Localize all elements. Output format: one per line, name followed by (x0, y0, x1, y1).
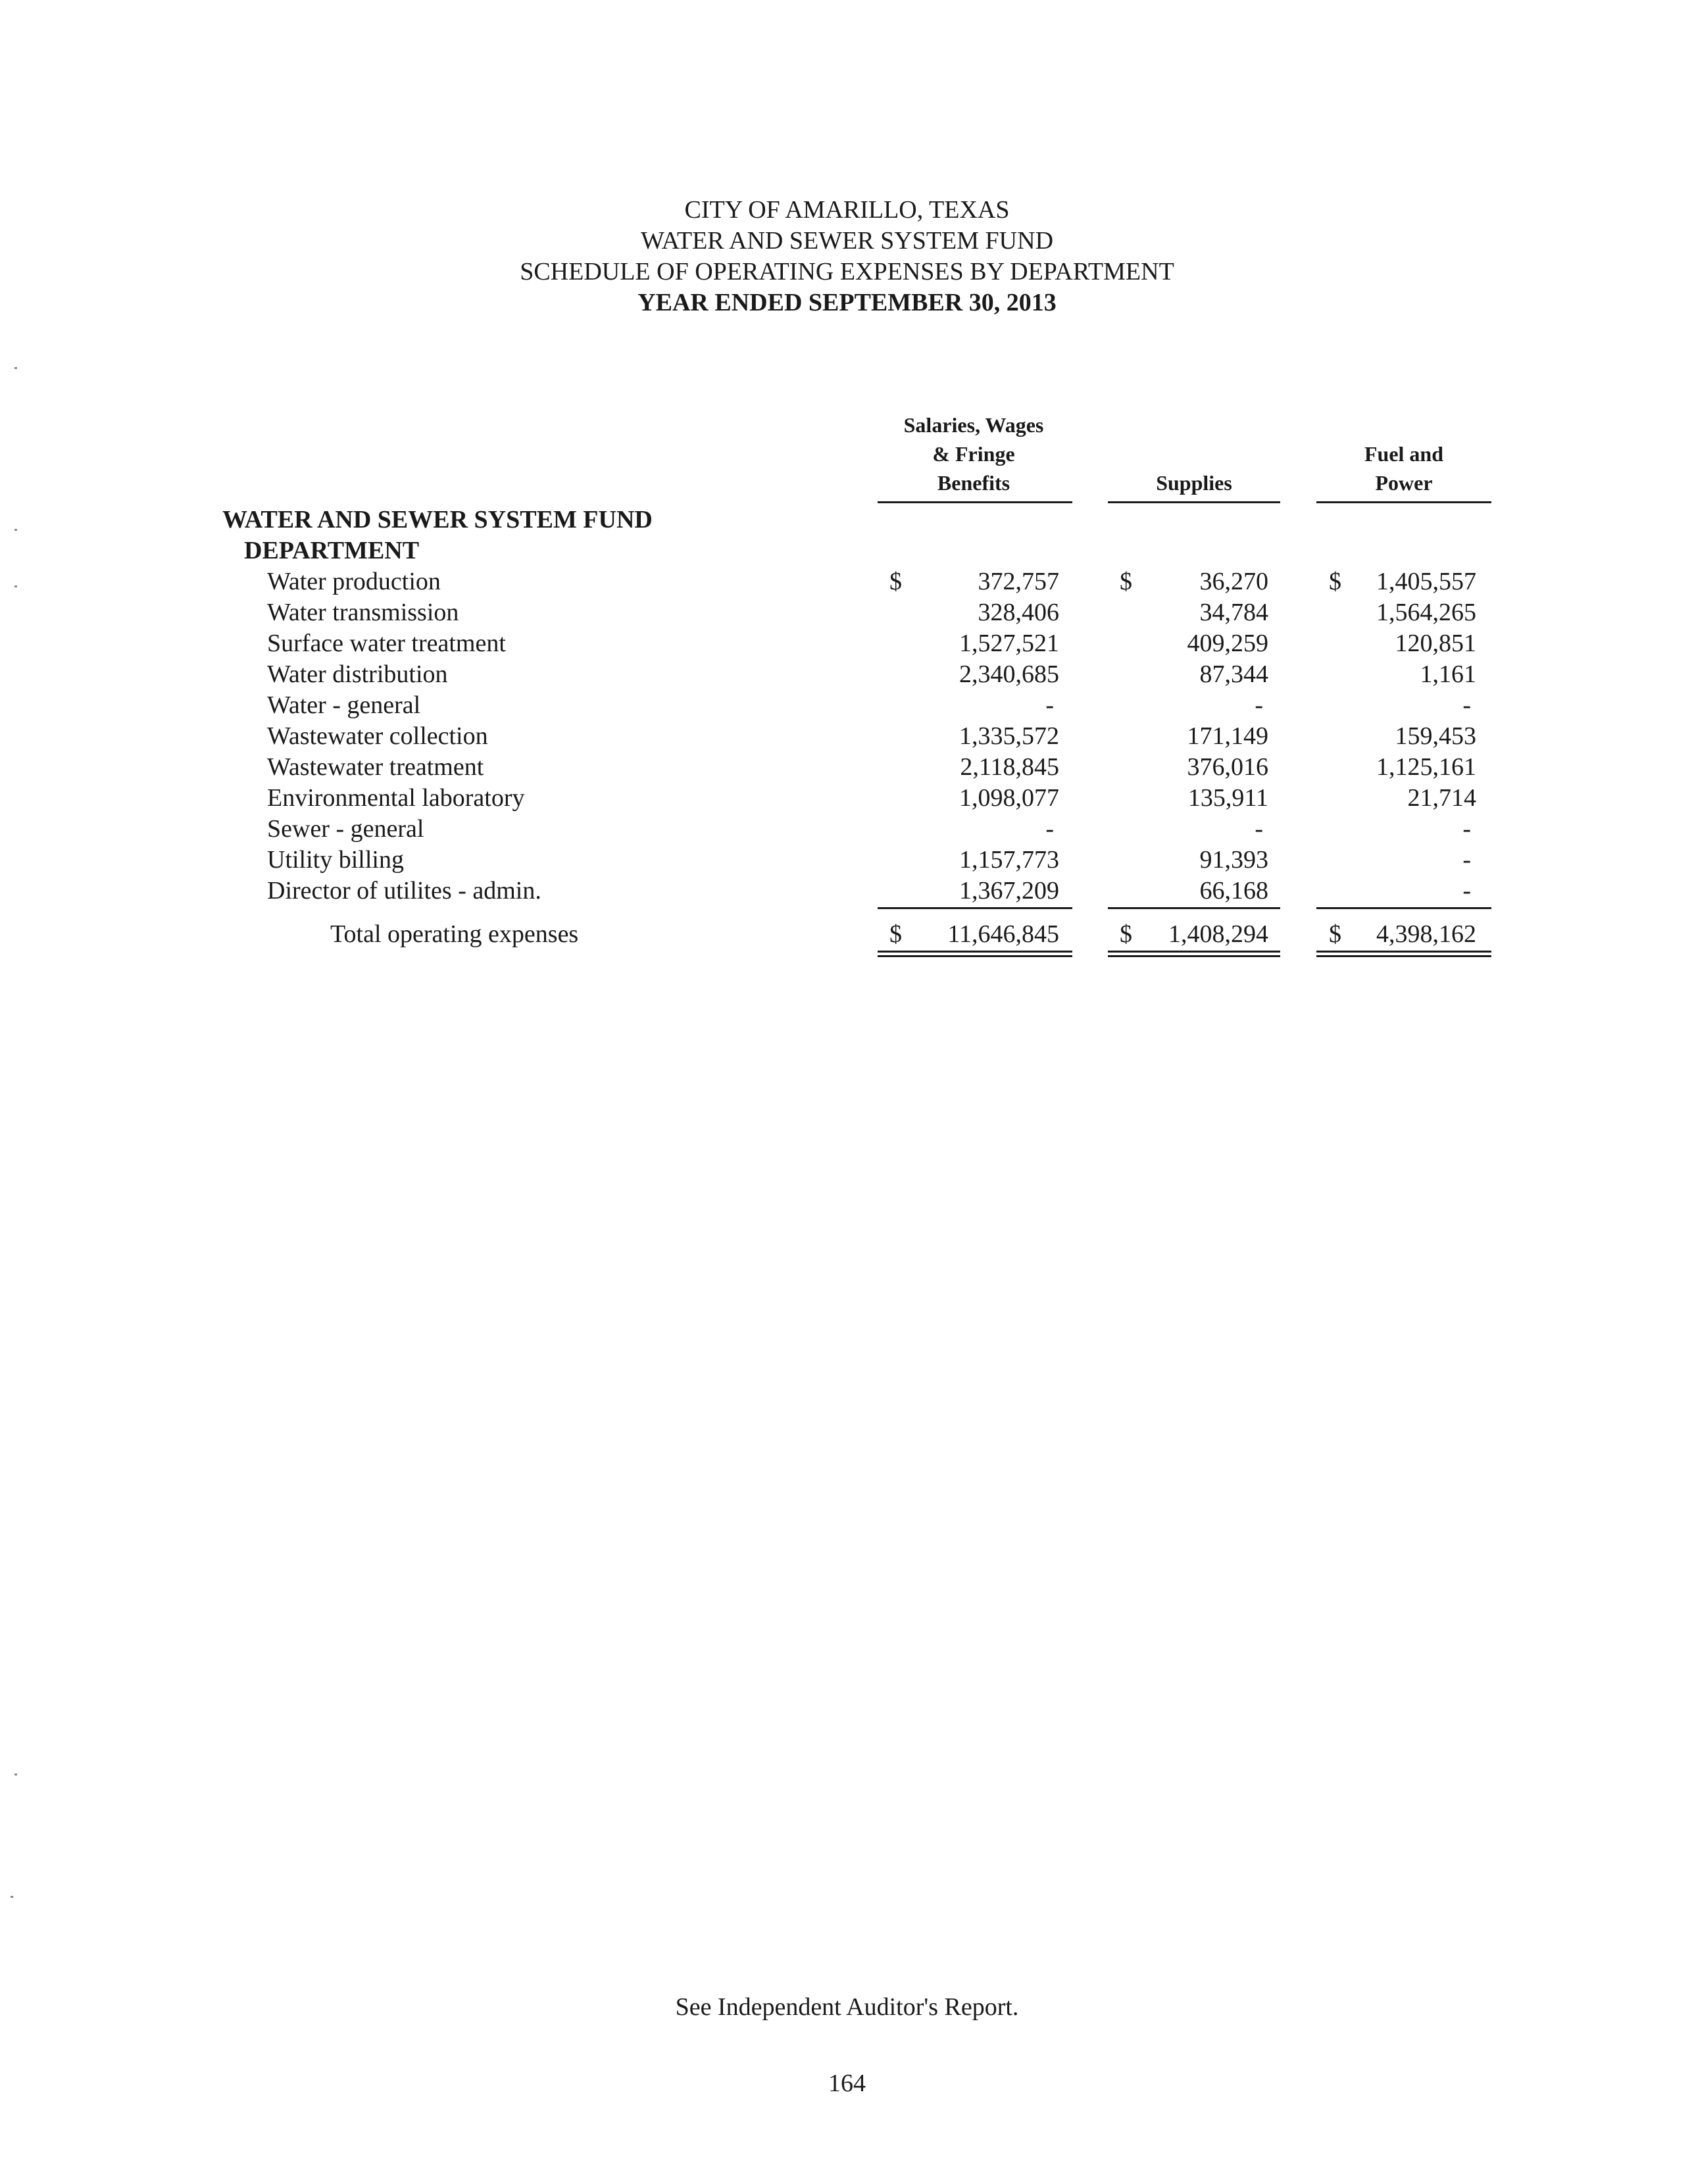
row-label: Utility billing (267, 846, 404, 874)
currency-symbol: $ (889, 568, 902, 595)
column-header-fuel-power-line3: Power (1375, 471, 1433, 495)
column-header-salaries-line3: Benefits (937, 471, 1010, 495)
cell-fuel-power: 159,453 (1395, 722, 1476, 750)
subtotal-rule-salaries (878, 907, 1072, 909)
subtotal-rule-supplies (1108, 907, 1280, 909)
cell-supplies: 91,393 (1199, 846, 1268, 874)
scan-speck (14, 1774, 17, 1775)
subtotal-rule-fuel-power (1316, 907, 1491, 909)
column-header-salaries (875, 410, 1072, 497)
scan-speck (14, 585, 17, 587)
cell-supplies: 409,259 (1187, 630, 1268, 657)
row-label: Wastewater treatment (267, 753, 484, 781)
auditor-report-note: See Independent Auditor's Report. (675, 1993, 1019, 2021)
title-city: CITY OF AMARILLO, TEXAS (684, 196, 1010, 224)
row-label: Director of utilites - admin. (267, 877, 541, 905)
cell-fuel-power: - (1462, 691, 1471, 719)
cell-salaries: 2,118,845 (960, 753, 1059, 781)
report-title (0, 195, 1694, 318)
cell-supplies: 171,149 (1187, 722, 1268, 750)
title-fund: WATER AND SEWER SYSTEM FUND (640, 227, 1054, 255)
column-header-supplies (1108, 410, 1280, 497)
column-rule-supplies (1108, 501, 1280, 503)
cell-salaries: 1,098,077 (959, 784, 1059, 812)
cell-supplies: 376,016 (1187, 753, 1268, 781)
total-salaries: 11,646,845 (947, 920, 1059, 948)
total-double-rule-salaries (878, 951, 1072, 957)
cell-supplies: - (1255, 691, 1263, 719)
column-header-fuel-power (1316, 410, 1491, 497)
cell-fuel-power: 1,161 (1420, 660, 1476, 688)
section-heading-fund: WATER AND SEWER SYSTEM FUND (222, 506, 653, 534)
column-rule-salaries (878, 501, 1072, 503)
column-header-fuel-power-line2: Fuel and (1364, 442, 1444, 466)
cell-fuel-power: 1,564,265 (1376, 599, 1476, 626)
column-rule-fuel-power (1316, 501, 1491, 503)
cell-fuel-power: 120,851 (1395, 630, 1476, 657)
title-year: YEAR ENDED SEPTEMBER 30, 2013 (637, 289, 1057, 316)
row-label: Environmental laboratory (267, 784, 525, 812)
column-header-salaries-line1: Salaries, Wages (903, 413, 1044, 437)
column-header-supplies-line1 (1108, 410, 1280, 439)
cell-fuel-power: - (1462, 877, 1471, 905)
cell-salaries: 1,367,209 (959, 877, 1059, 905)
column-header-salaries-line2: & Fringe (932, 442, 1015, 466)
scan-speck (14, 367, 17, 369)
cell-supplies: 34,784 (1199, 599, 1268, 626)
column-header-supplies-line2 (1108, 439, 1280, 468)
cell-salaries: 2,340,685 (959, 660, 1059, 688)
total-double-rule-fuel-power (1316, 951, 1491, 957)
row-label: Water - general (267, 691, 421, 719)
cell-salaries: 372,757 (978, 568, 1059, 595)
page-number: 164 (828, 2070, 866, 2097)
cell-salaries: 1,157,773 (959, 846, 1059, 874)
cell-fuel-power: 1,125,161 (1376, 753, 1476, 781)
cell-supplies: - (1255, 815, 1263, 843)
total-label: Total operating expenses (330, 920, 579, 948)
currency-symbol: $ (1120, 568, 1132, 595)
cell-fuel-power: 21,714 (1407, 784, 1476, 812)
scan-speck (14, 529, 17, 531)
total-supplies: 1,408,294 (1168, 920, 1268, 948)
row-label: Wastewater collection (267, 722, 488, 750)
cell-supplies: 135,911 (1187, 784, 1268, 812)
column-header-fuel-power-line1 (1316, 410, 1491, 439)
section-heading-department: DEPARTMENT (244, 537, 420, 564)
scan-speck (11, 1896, 13, 1898)
cell-salaries: 1,527,521 (959, 630, 1059, 657)
cell-supplies: 36,270 (1199, 568, 1268, 595)
cell-salaries: 328,406 (978, 599, 1059, 626)
cell-salaries: 1,335,572 (959, 722, 1059, 750)
currency-symbol: $ (889, 920, 902, 948)
cell-supplies: 87,344 (1199, 660, 1268, 688)
column-header-supplies-line3: Supplies (1156, 471, 1232, 495)
total-double-rule-supplies (1108, 951, 1280, 957)
cell-fuel-power: 1,405,557 (1376, 568, 1476, 595)
cell-fuel-power: - (1462, 846, 1471, 874)
currency-symbol: $ (1329, 568, 1341, 595)
title-schedule: SCHEDULE OF OPERATING EXPENSES BY DEPARTMENT (520, 258, 1174, 285)
row-label: Water distribution (267, 660, 448, 688)
cell-fuel-power: - (1462, 815, 1471, 843)
cell-salaries: - (1045, 691, 1054, 719)
row-label: Water transmission (267, 599, 459, 626)
currency-symbol: $ (1120, 920, 1132, 948)
row-label: Water production (267, 568, 441, 595)
total-fuel-power: 4,398,162 (1376, 920, 1476, 948)
cell-salaries: - (1045, 815, 1054, 843)
row-label: Surface water treatment (267, 630, 506, 657)
cell-supplies: 66,168 (1199, 877, 1268, 905)
currency-symbol: $ (1329, 920, 1341, 948)
row-label: Sewer - general (267, 815, 424, 843)
